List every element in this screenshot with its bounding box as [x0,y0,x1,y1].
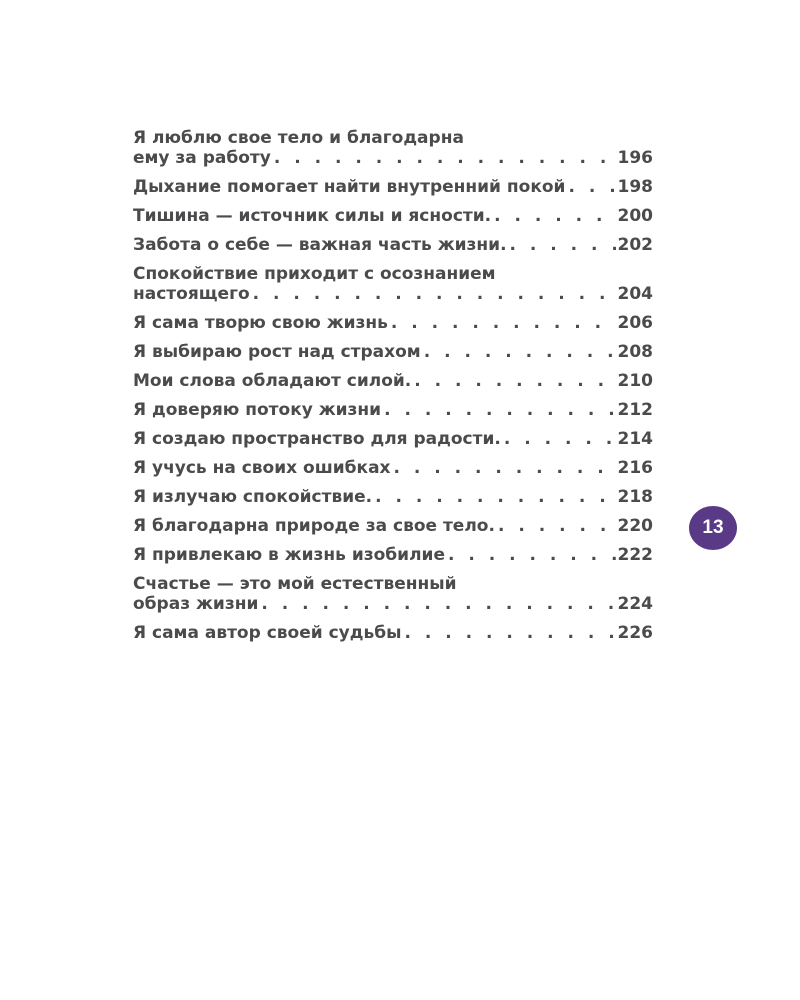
toc-entry-title-line1: Я люблю свое тело и благодарна [133,128,464,148]
toc-entry-page: 212 [617,400,653,420]
toc-entry-title: Я учусь на своих ошибках [133,458,391,478]
toc-entry [133,313,653,333]
toc-entry [133,458,653,478]
dot-leader [391,313,616,333]
toc-entry-title: ему за работу [133,148,271,168]
toc-entry-page: 200 [617,206,653,226]
toc-entry-page: 224 [617,594,653,614]
toc-entry [133,487,653,507]
toc-entry [133,235,653,255]
toc-entry [133,400,653,420]
toc-entry [133,206,653,226]
toc-entry-title: Забота о себе — важная часть жизни. [133,235,507,255]
toc-entry-title: настоящего [133,284,250,304]
dot-leader [568,177,615,197]
toc-entry-title: Я сама творю свою жизнь [133,313,388,333]
dot-leader [414,371,615,391]
toc-entry-page: 214 [617,429,653,449]
toc-entry-page: 226 [617,623,653,643]
toc-entry-page: 204 [617,284,653,304]
toc-entry-title: Дыхание помогает найти внутренний покой [133,177,566,197]
toc-entry-title: Мои слова обладают силой. [133,371,412,391]
table-of-contents [133,128,653,652]
toc-entry-title: Я выбираю рост над страхом [133,342,421,362]
toc-entry-page: 206 [617,313,653,333]
dot-leader [498,516,616,536]
toc-entry-title: Я привлекаю в жизнь изобилие [133,545,445,565]
toc-entry-page: 210 [617,371,653,391]
toc-entry-title: Я создаю пространство для радости. [133,429,501,449]
dot-leader [424,342,616,362]
toc-entry-title: Тишина — источник силы и ясности. [133,206,492,226]
toc-entry [133,574,653,614]
toc-entry-page: 218 [617,487,653,507]
toc-entry-page: 198 [617,177,653,197]
dot-leader [504,429,616,449]
toc-entry [133,429,653,449]
toc-entry-page: 196 [617,148,653,168]
dot-leader [394,458,616,478]
dot-leader [274,148,616,168]
toc-entry-page: 216 [617,458,653,478]
page-number-badge: 13 [689,506,737,550]
toc-entry [133,177,653,197]
toc-entry [133,516,653,536]
toc-entry [133,545,653,565]
toc-entry-page: 220 [617,516,653,536]
toc-entry-title-line1: Спокойствие приходит с осознанием [133,264,496,284]
dot-leader [404,623,615,643]
toc-entry [133,623,653,643]
dot-leader [384,400,615,420]
dot-leader [448,545,616,565]
toc-entry-title: Я доверяю потоку жизни [133,400,382,420]
toc-entry [133,128,653,168]
toc-entry-page: 208 [617,342,653,362]
dot-leader [510,235,616,255]
toc-entry-title: Я излучаю спокойствие. [133,487,373,507]
dot-leader [494,206,615,226]
toc-entry-page: 202 [617,235,653,255]
toc-entry [133,264,653,304]
toc-entry [133,342,653,362]
dot-leader [261,594,615,614]
dot-leader [375,487,615,507]
toc-entry-title-line1: Счастье — это мой естественный [133,574,457,594]
toc-entry-title: Я благодарна природе за свое тело. [133,516,495,536]
toc-entry-page: 222 [617,545,653,565]
toc-entry-title: Я сама автор своей судьбы [133,623,402,643]
dot-leader [253,284,616,304]
toc-entry [133,371,653,391]
toc-entry-title: образ жизни [133,594,259,614]
